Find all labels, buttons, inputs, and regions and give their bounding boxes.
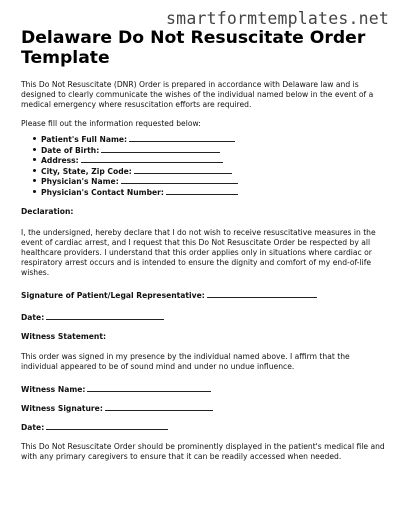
patient-name-blank[interactable]: [129, 134, 235, 142]
witness-name-label: Witness Name:: [21, 385, 86, 394]
date-of-birth-blank[interactable]: [101, 145, 220, 153]
field-label: Physician's Name:: [41, 177, 119, 186]
patient-signature-label: Signature of Patient/Legal Representative:: [21, 291, 205, 300]
instructions-text: Please fill out the information requested below:: [21, 119, 201, 128]
document-page: [21, 28, 385, 462]
city-state-zip-blank[interactable]: [134, 166, 232, 174]
address-blank[interactable]: [81, 155, 223, 163]
list-item-date-of-birth: [41, 145, 385, 156]
field-label: Patient's Full Name:: [41, 135, 128, 144]
declaration-text: I, the undersigned, hereby declare that I do not wish to receive resuscitative measures in the event of cardiac arrest, and I request that this Do Not Resuscitate Order be respected by all healthcare providers. I understand that this order applies only in situations where cardiac or respiratory arrest occurs and is intended to ensure the dignity and comfort of my end-of-life wishes.: [21, 228, 376, 277]
list-item-physician-contact: [41, 187, 385, 198]
patient-date-row: [21, 312, 385, 323]
list-item-address: [41, 155, 385, 166]
witness-signature-row: [21, 403, 385, 414]
closing-paragraph: This Do Not Resuscitate Order should be prominently displayed in the patient's medical file and with any primary caregivers to ensure that it can be readily accessed when needed.: [21, 442, 385, 461]
declaration-heading: Declaration:: [21, 207, 74, 216]
field-label: Address:: [41, 156, 79, 165]
list-item-patient-name: [41, 134, 385, 145]
patient-info-list: [21, 134, 385, 197]
witness-name-row: [21, 384, 385, 395]
list-item-city-state-zip: [41, 166, 385, 177]
field-label: City, State, Zip Code:: [41, 166, 132, 176]
list-item-physician-name: [41, 176, 385, 187]
physician-name-blank[interactable]: [121, 176, 238, 184]
intro-paragraph: This Do Not Resuscitate (DNR) Order is prepared in accordance with Delaware law and is designed to clearly communicate the wishes of the individual named below in the event of a medical emergency where resuscitation efforts are required.: [21, 80, 374, 109]
patient-date-blank[interactable]: [46, 312, 164, 320]
patient-date-label: Date:: [21, 313, 45, 322]
site-watermark: smartformtemplates.net: [166, 9, 389, 28]
patient-signature-row: [21, 290, 385, 301]
field-label: Date of Birth:: [41, 145, 100, 155]
field-label: Physician's Contact Number:: [41, 187, 164, 197]
physician-contact-blank[interactable]: [166, 187, 238, 195]
witness-date-blank[interactable]: [46, 422, 168, 430]
document-title: Delaware Do Not Resuscitate Order Template: [21, 28, 366, 68]
witness-heading: Witness Statement:: [21, 332, 106, 341]
witness-signature-blank[interactable]: [105, 403, 213, 411]
witness-statement-text: This order was signed in my presence by the individual named above. I affirm that the individual appeared to be of sound mind and under no undue influence.: [21, 352, 350, 371]
witness-date-label: Date:: [21, 423, 45, 432]
patient-signature-blank[interactable]: [207, 290, 317, 298]
witness-date-row: [21, 422, 385, 433]
witness-name-blank[interactable]: [87, 384, 211, 392]
witness-signature-label: Witness Signature:: [21, 404, 103, 413]
